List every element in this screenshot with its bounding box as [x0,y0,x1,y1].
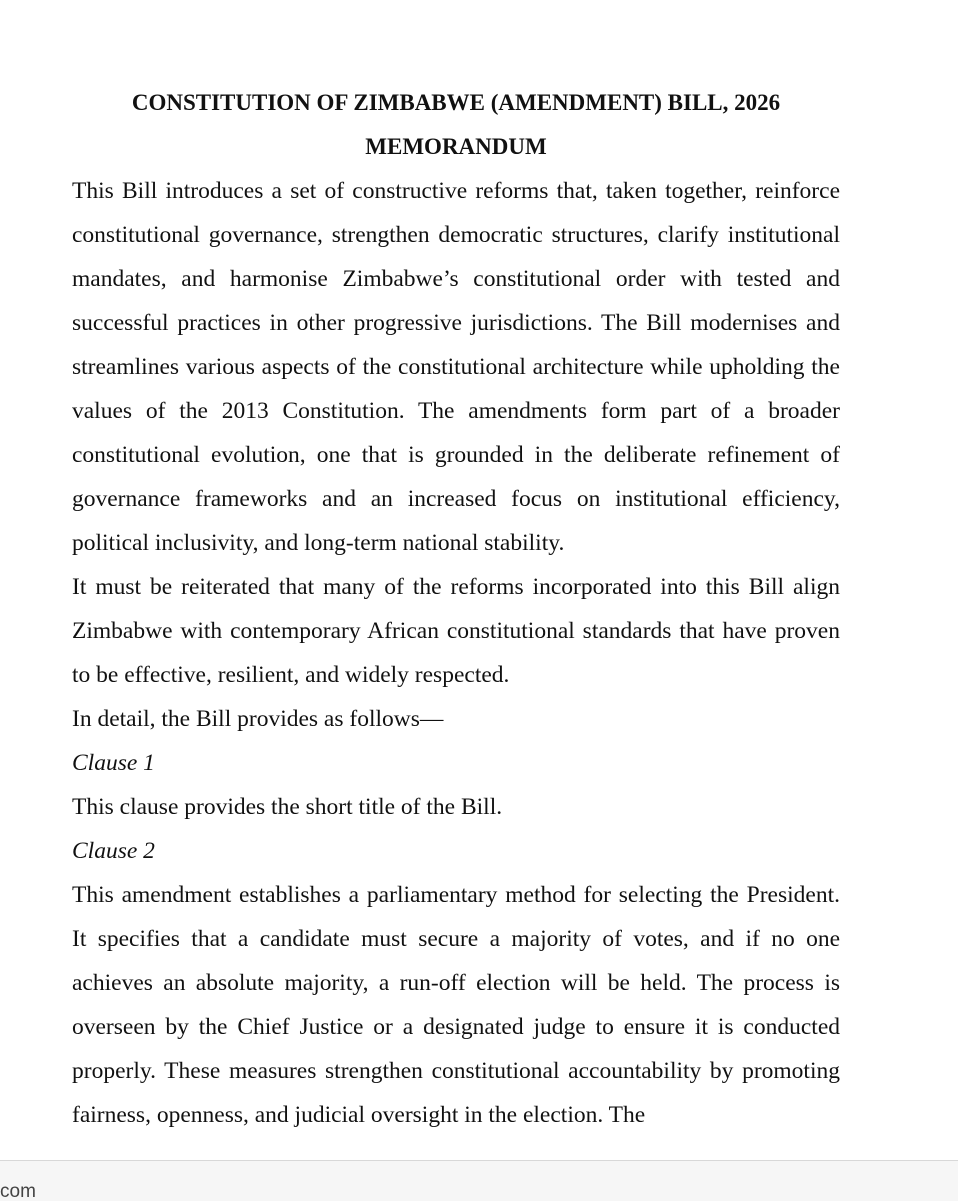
bill-title: CONSTITUTION OF ZIMBABWE (AMENDMENT) BILL, 2026 [131,90,781,115]
memorandum-heading: MEMORANDUM [365,134,547,159]
browser-bottom-bar [0,1160,958,1201]
clause-2-text: This amendment establishes a parliamentary method for selecting the President. It specifies that a candidate must secure a majority of votes, and if no one achieves an absolute majority, a run-off election will be held. The process is overseen by the Chief Justice or a designated judge to ensure it is conducted properly. These measures strengthen constitutional accountability by promoting fairness, openness, and judicial oversight in the election. The [72,882,840,1128]
url-fragment[interactable]: com [0,1181,36,1202]
clause-1-text: This clause provides the short title of the Bill. [72,794,503,820]
clause-1-heading: Clause 1 [72,750,155,776]
clause-2-heading: Clause 2 [72,838,155,864]
document-body [72,81,840,1137]
reiteration-paragraph: It must be reiterated that many of the reforms incorporated into this Bill align Zimbabwe with contemporary African constitutional standards that have proven to be effective, resilient, and widely respected. [72,574,840,688]
detail-lead-paragraph: In detail, the Bill provides as follows— [72,706,444,732]
intro-paragraph: This Bill introduces a set of constructive reforms that, taken together, reinforce constitutional governance, strengthen democratic structures, clarify institutional mandates, and harmonise Zimbabwe’s constitutional order with tested and successful practices in other progressive jurisdictions. The Bill modernises and streamlines various aspects of the constitutional architecture while upholding the values of the 2013 Constitution. The amendments form part of a broader constitutional evolution, one that is grounded in the deliberate refinement of governance frameworks and an increased focus on institutional efficiency, political inclusivity, and long-term national stability. [72,178,840,556]
